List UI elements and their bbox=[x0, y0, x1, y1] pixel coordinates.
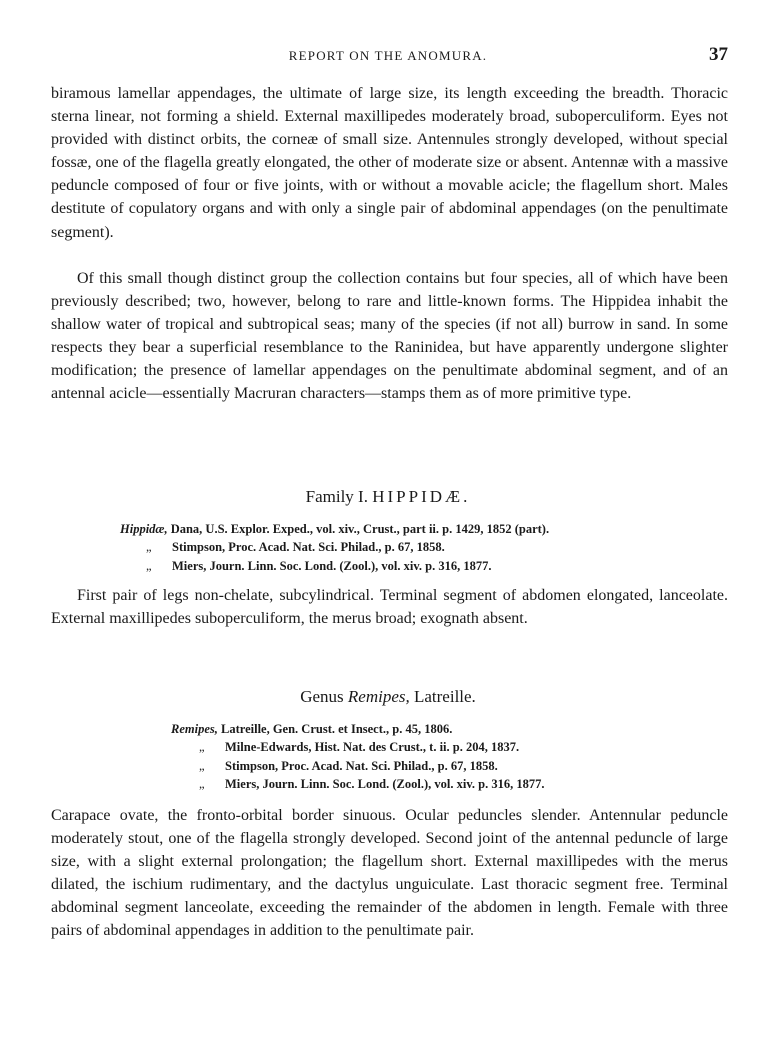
ditto-mark: „ bbox=[199, 777, 205, 792]
reference-item bbox=[120, 557, 549, 575]
family-heading bbox=[0, 487, 776, 507]
reference-item bbox=[120, 520, 549, 538]
reference-item bbox=[171, 775, 544, 793]
reference-citation: Miers, Journ. Linn. Soc. Lond. (Zool.), vol. xiv. p. 316, 1877. bbox=[225, 777, 545, 792]
reference-citation: Dana, U.S. Explor. Exped., vol. xiv., Crust., part ii. p. 1429, 1852 (part). bbox=[170, 522, 550, 536]
family-label: Family I. bbox=[305, 487, 368, 506]
genus-authority: Latreille. bbox=[413, 687, 476, 706]
reference-citation: Latreille, Gen. Crust. et Insect., p. 45, 1806. bbox=[221, 722, 453, 736]
reference-item bbox=[120, 538, 549, 556]
page-number: 37 bbox=[709, 44, 728, 65]
paragraph-hippidea-overview: Of this small though distinct group the collection contains but four species, all of which have been previously described; two, however, belong to rare and little-known forms. The Hippidea inhabit the shallow water of tropical and subtropical seas; many of the species (if not all) burrow in sand. In some respects they bear a superficial resemblance to the Raninidea, but have apparently undergone slighter modification; the presence of lamellar appendages on the penultimate abdominal segment, and of an antennal acicle—essentially Macruran characters—stamps them as of more primitive type. bbox=[51, 270, 728, 403]
running-header bbox=[0, 44, 776, 68]
genus-references bbox=[171, 720, 544, 794]
genus-label: Genus bbox=[300, 687, 344, 706]
ditto-mark: „ bbox=[199, 758, 205, 773]
genus-heading bbox=[0, 687, 776, 707]
ditto-mark: „ bbox=[146, 558, 152, 573]
paragraph-continued: biramous lamellar appendages, the ultimate of large size, its length exceeding the breadth. Thoracic sterna linear, not forming a shield. External maxillipedes moderately broad, suboperculiform. Eyes not provided with distinct orbits, the corneæ of small size. Antennules strongly developed, without special fossæ, one of the flagella greatly elongated, the other of moderate size or absent. Antennæ with a massive peduncle composed of four or five joints, with or without a movable acicle; the flagellum short. Males destitute of copulatory organs and with only a single pair of abdominal appendages (on the penultimate segment). bbox=[51, 85, 728, 241]
reference-citation: Milne-Edwards, Hist. Nat. des Crust., t. ii. p. 204, 1837. bbox=[225, 740, 520, 755]
reference-item bbox=[171, 738, 544, 756]
reference-item bbox=[171, 720, 544, 738]
reference-item bbox=[171, 757, 544, 775]
running-title: REPORT ON THE ANOMURA. bbox=[288, 48, 488, 63]
family-references bbox=[120, 520, 549, 575]
reference-citation: Stimpson, Proc. Acad. Nat. Sci. Philad., p. 67, 1858. bbox=[225, 758, 498, 773]
reference-citation: Miers, Journ. Linn. Soc. Lond. (Zool.), vol. xiv. p. 316, 1877. bbox=[172, 558, 492, 573]
reference-author: Hippidæ, bbox=[120, 522, 168, 536]
genus-description: Carapace ovate, the fronto-orbital border sinuous. Ocular peduncles slender. Antennular peduncle moderately stout, one of the flagella strongly developed. Second joint of the antennal peduncle of large size, with a slight external prolongation; the flagellum short. External maxillipedes with the merus dilated, the ischium rudimentary, and the dactylus unguiculate. Last thoracic segment free. Terminal abdominal segment lanceolate, exceeding the remainder of the abdomen in length. Female with three pairs of abdominal appendages in addition to the penultimate pair. bbox=[51, 807, 728, 940]
ditto-mark: „ bbox=[146, 540, 152, 555]
family-name: HIPPIDÆ. bbox=[372, 487, 471, 506]
genus-name: Remipes, bbox=[347, 687, 410, 706]
reference-author: Remipes, bbox=[171, 722, 218, 736]
reference-citation: Stimpson, Proc. Acad. Nat. Sci. Philad., p. 67, 1858. bbox=[172, 540, 445, 555]
ditto-mark: „ bbox=[199, 740, 205, 755]
family-description: First pair of legs non-chelate, subcylindrical. Terminal segment of abdomen elongated, lanceolate. External maxillipedes suboperculiform, the merus broad; exognath absent. bbox=[51, 587, 728, 628]
